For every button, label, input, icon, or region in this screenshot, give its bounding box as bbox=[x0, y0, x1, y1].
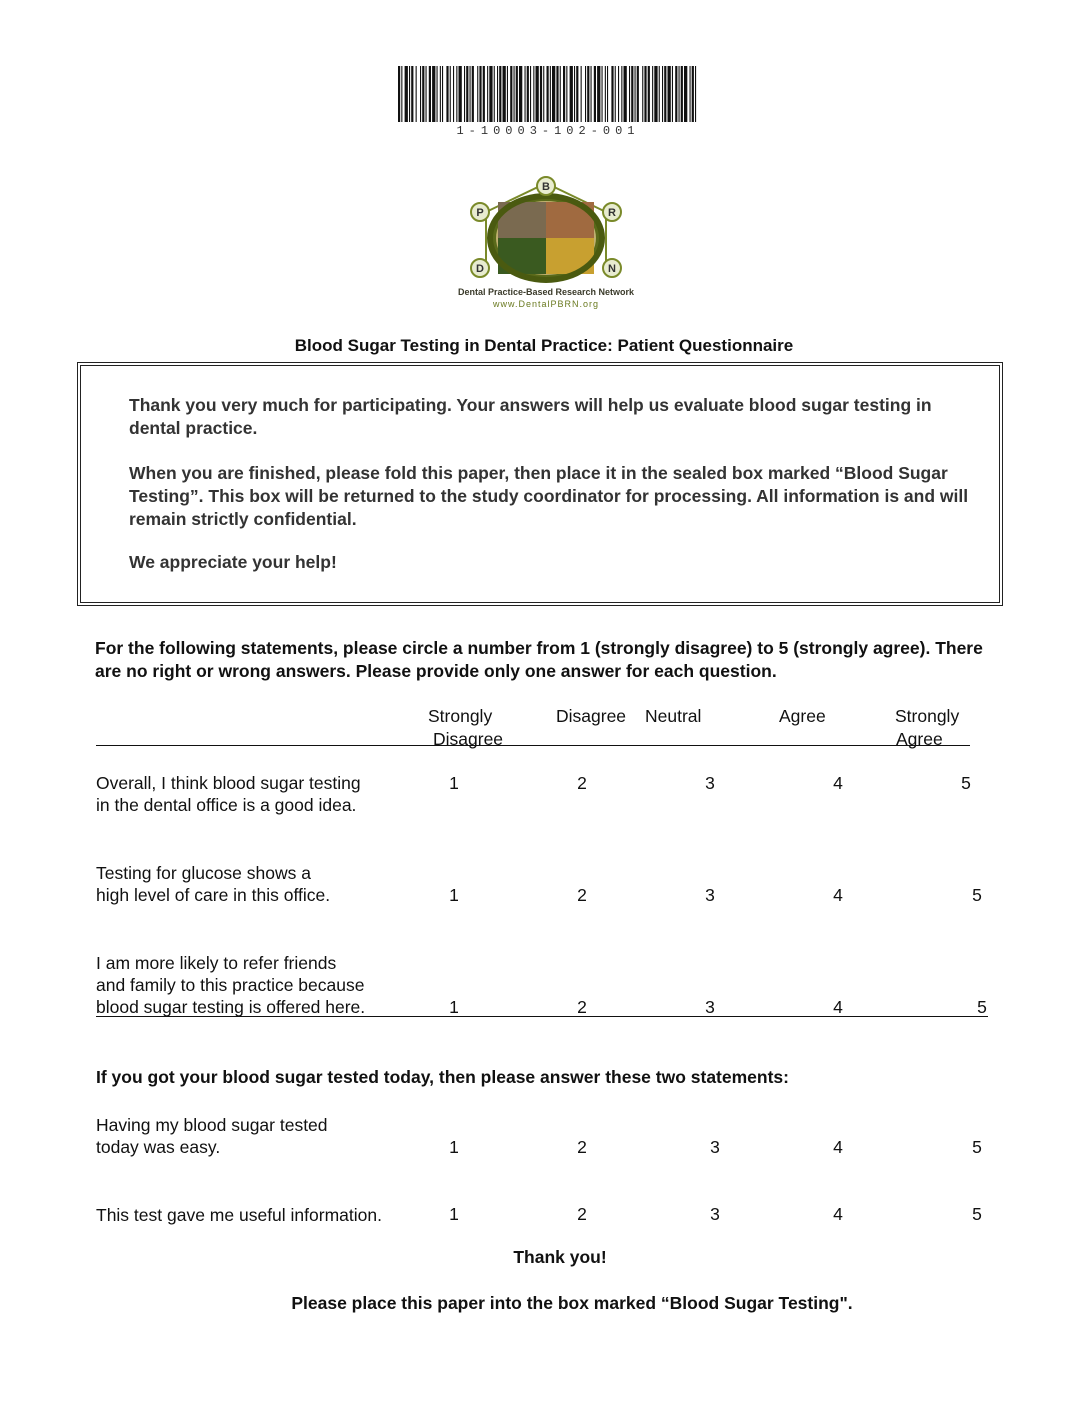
barcode-bar bbox=[635, 66, 636, 122]
q1-option-1[interactable]: 1 bbox=[449, 773, 459, 793]
barcode-bar bbox=[543, 66, 544, 122]
logo-letter-n: N bbox=[608, 263, 616, 275]
barcode-bar bbox=[556, 66, 558, 122]
barcode-bar bbox=[594, 66, 596, 122]
barcode-bar bbox=[483, 66, 485, 122]
barcode-bar bbox=[624, 66, 627, 122]
intro-paragraph-2: When you are finished, please fold this paper, then place it in the sealed box marked “Blood Sugar Testing”. This box will be returned to the study coordinator for processing. All information is and will remain strictly confidential. bbox=[129, 463, 969, 529]
barcode-bar bbox=[494, 66, 495, 122]
barcode-bar bbox=[591, 66, 592, 122]
barcode-bar bbox=[416, 66, 417, 122]
barcode-bar bbox=[602, 66, 603, 122]
barcode-bar bbox=[405, 66, 408, 122]
scale-agree: Agree bbox=[779, 706, 826, 726]
barcode-bar bbox=[574, 66, 575, 122]
q3-option-4[interactable]: 4 bbox=[833, 997, 843, 1017]
barcode-bar bbox=[566, 66, 567, 122]
q4-option-1[interactable]: 1 bbox=[449, 1137, 459, 1157]
barcode-bar bbox=[429, 66, 431, 122]
logo-caption: Dental Practice-Based Research Network bbox=[457, 287, 635, 297]
q1-option-3[interactable]: 3 bbox=[705, 773, 715, 793]
question-1-text: Overall, I think blood sugar testing in the dental office is a good idea. bbox=[96, 773, 361, 815]
dental-pbrn-logo bbox=[458, 176, 634, 284]
logo-letter-b: B bbox=[542, 181, 550, 193]
q2-option-3[interactable]: 3 bbox=[705, 885, 715, 905]
barcode-bar bbox=[662, 66, 663, 122]
scale-strongly-agree-line1: Strongly bbox=[895, 706, 960, 726]
barcode-bar bbox=[533, 66, 534, 122]
intro-paragraph-3: We appreciate your help! bbox=[129, 552, 337, 572]
instructions: For the following statements, please circle a number from 1 (strongly disagree) to 5 (strongly agree). There are no right or wrong answers. Please provide only one answer for each question. bbox=[95, 638, 983, 681]
barcode-bar bbox=[547, 66, 549, 122]
barcode-bar bbox=[510, 66, 512, 122]
barcode-bar bbox=[652, 66, 653, 122]
barcode-bar bbox=[550, 66, 551, 122]
barcode-bar bbox=[527, 66, 529, 122]
barcode-bar bbox=[426, 66, 427, 122]
barcode-bar bbox=[422, 66, 424, 122]
barcode-bar bbox=[675, 66, 677, 122]
barcode-bar bbox=[459, 66, 462, 122]
barcode-bar bbox=[679, 66, 680, 122]
barcode-bar bbox=[398, 66, 400, 122]
q2-option-1[interactable]: 1 bbox=[449, 885, 459, 905]
barcode-bar bbox=[605, 66, 606, 122]
intro-box bbox=[77, 362, 1003, 606]
barcode-bar bbox=[507, 66, 508, 122]
barcode-bar bbox=[450, 66, 451, 122]
barcode-bar bbox=[560, 66, 561, 122]
barcode-bar bbox=[516, 66, 518, 122]
q3-option-3[interactable]: 3 bbox=[705, 997, 715, 1017]
barcode-bar bbox=[401, 66, 402, 122]
q5-option-5[interactable]: 5 bbox=[972, 1204, 982, 1224]
barcode-bar bbox=[563, 66, 565, 122]
barcode-bar bbox=[648, 66, 650, 122]
section-2-title: If you got your blood sugar tested today, then please answer these two statements: bbox=[96, 1067, 789, 1087]
logo-letter-r: R bbox=[608, 207, 616, 219]
question-3-text: I am more likely to refer friends and family to this practice because blood sugar testing is offered here. bbox=[96, 953, 366, 1017]
barcode-bar bbox=[587, 66, 589, 122]
barcode-bar bbox=[681, 66, 683, 122]
scale-neutral: Neutral bbox=[645, 706, 702, 726]
q1-option-4[interactable]: 4 bbox=[833, 773, 843, 793]
q4-option-3[interactable]: 3 bbox=[710, 1137, 720, 1157]
barcode-bar bbox=[615, 66, 616, 122]
barcode-bar bbox=[503, 66, 506, 122]
intro-paragraph-1: Thank you very much for participating. Your answers will help us evaluate blood sugar testing in dental practice. bbox=[129, 395, 932, 438]
closing-instruction: Please place this paper into the box marked “Blood Sugar Testing". bbox=[291, 1293, 853, 1313]
barcode-bar bbox=[453, 66, 454, 122]
barcode-bar bbox=[536, 66, 539, 122]
barcode-bar bbox=[437, 66, 438, 122]
thank-you-text: Thank you! bbox=[513, 1247, 607, 1267]
q3-option-5[interactable]: 5 bbox=[977, 997, 987, 1017]
barcode-bar bbox=[576, 66, 578, 122]
barcode-bar bbox=[654, 66, 657, 122]
barcode-bar bbox=[540, 66, 542, 122]
barcode-bar bbox=[611, 66, 613, 122]
q5-option-1[interactable]: 1 bbox=[449, 1204, 459, 1224]
q3-option-2[interactable]: 2 bbox=[577, 997, 587, 1017]
header-underline bbox=[96, 745, 970, 746]
barcode-bar bbox=[597, 66, 600, 122]
barcode-bar bbox=[442, 66, 443, 122]
q2-option-4[interactable]: 4 bbox=[833, 885, 843, 905]
barcode-bar bbox=[552, 66, 555, 122]
barcode-bar bbox=[642, 66, 643, 122]
barcode-bar bbox=[525, 66, 526, 122]
logo-letter-d: D bbox=[476, 263, 484, 275]
scale-disagree: Disagree bbox=[556, 706, 627, 726]
barcode-bar bbox=[664, 66, 666, 122]
barcode-bar bbox=[409, 66, 410, 122]
barcode-bar bbox=[585, 66, 586, 122]
barcode-bar bbox=[464, 66, 465, 122]
questions-underline bbox=[96, 1016, 988, 1017]
barcode-bar bbox=[581, 66, 582, 122]
barcode-bar bbox=[519, 66, 522, 122]
barcode-bar bbox=[644, 66, 646, 122]
barcode-bar bbox=[489, 66, 492, 122]
barcode-bar bbox=[570, 66, 573, 122]
question-5-text: This test gave me useful information. bbox=[96, 1205, 382, 1225]
q5-option-2[interactable]: 2 bbox=[577, 1204, 587, 1224]
barcode-bar bbox=[621, 66, 622, 122]
q1-option-5[interactable]: 5 bbox=[961, 773, 971, 793]
scale-strongly-agree-line2: Agree bbox=[896, 729, 943, 749]
q4-option-4[interactable]: 4 bbox=[833, 1137, 843, 1157]
q4-option-5[interactable]: 5 bbox=[972, 1137, 982, 1157]
barcode-bar bbox=[440, 66, 441, 122]
barcode-bar bbox=[514, 66, 515, 122]
barcode-bar bbox=[472, 66, 474, 122]
q2-option-2[interactable]: 2 bbox=[577, 885, 587, 905]
barcode-bar bbox=[690, 66, 691, 122]
q4-option-2[interactable]: 2 bbox=[577, 1137, 587, 1157]
barcode-bar bbox=[411, 66, 413, 122]
barcode-bar bbox=[477, 66, 478, 122]
question-2-text: Testing for glucose shows a high level of care in this office. bbox=[96, 863, 331, 905]
scale-strongly-disagree-line2: Disagree bbox=[433, 729, 504, 749]
logo-url: www.DentalPBRN.org bbox=[492, 299, 600, 309]
barcode-bar bbox=[420, 66, 421, 122]
barcode-number: 1-10003-102-001 bbox=[456, 124, 640, 138]
barcode-bar bbox=[672, 66, 673, 122]
barcode-bar bbox=[432, 66, 435, 122]
question-4-text: Having my blood sugar tested today was easy. bbox=[96, 1115, 328, 1157]
barcode-bar bbox=[684, 66, 687, 122]
barcode-bar bbox=[456, 66, 457, 122]
barcode-bar bbox=[637, 66, 639, 122]
barcode-bar bbox=[499, 66, 501, 122]
q2-option-5[interactable]: 5 bbox=[972, 885, 982, 905]
barcode-bar bbox=[629, 66, 630, 122]
barcode bbox=[398, 66, 698, 122]
barcode-bar bbox=[607, 66, 608, 122]
logo-letter-p: P bbox=[476, 207, 484, 219]
barcode-bar bbox=[631, 66, 633, 122]
barcode-bar bbox=[466, 66, 468, 122]
page-title: Blood Sugar Testing in Dental Practice: Patient Questionnaire bbox=[294, 336, 794, 355]
q3-option-1[interactable]: 1 bbox=[449, 997, 459, 1017]
q1-option-2[interactable]: 2 bbox=[577, 773, 587, 793]
barcode-bar bbox=[530, 66, 531, 122]
barcode-bar bbox=[618, 66, 619, 122]
barcode-bar bbox=[446, 66, 448, 122]
q5-option-3[interactable]: 3 bbox=[710, 1204, 720, 1224]
scale-strongly-disagree-line1: Strongly bbox=[428, 706, 493, 726]
barcode-bar bbox=[668, 66, 671, 122]
barcode-bar bbox=[659, 66, 660, 122]
q5-option-4[interactable]: 4 bbox=[833, 1204, 843, 1224]
barcode-bar bbox=[692, 66, 694, 122]
barcode-bar bbox=[497, 66, 498, 122]
barcode-bar bbox=[479, 66, 481, 122]
barcode-bar bbox=[470, 66, 471, 122]
barcode-bar bbox=[487, 66, 488, 122]
barcode-bar bbox=[695, 66, 696, 122]
